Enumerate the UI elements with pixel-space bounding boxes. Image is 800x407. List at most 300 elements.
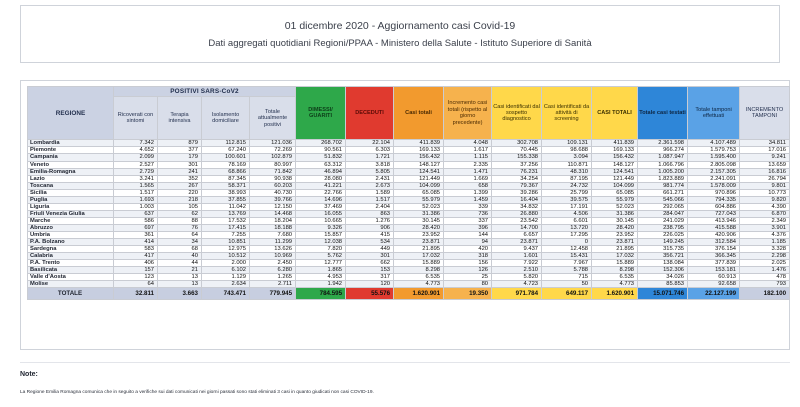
total-row — [28, 288, 790, 300]
report-subtitle: Dati aggregati quotidiani Regioni/PPAA - Ministero della Salute - Istituto Superiore di Sanità — [208, 38, 592, 49]
value-cell: 102.879 — [250, 154, 296, 161]
total-value-cell: 55.576 — [346, 288, 394, 300]
value-cell: 970.896 — [688, 189, 740, 196]
region-cell: Valle d'Aosta — [28, 274, 114, 281]
value-cell: 121.036 — [250, 140, 296, 147]
total-label: TOTALE — [28, 288, 114, 300]
value-cell: 318 — [444, 253, 492, 260]
region-cell: P.A. Trento — [28, 260, 114, 267]
total-value-cell: 15.071.746 — [638, 288, 688, 300]
value-cell: 14.468 — [250, 210, 296, 217]
value-cell: 16.055 — [296, 210, 346, 217]
value-cell: 2.241.091 — [688, 175, 740, 182]
value-cell: 17.191 — [542, 203, 592, 210]
value-cell: 411.839 — [394, 140, 444, 147]
value-cell: 2.099 — [114, 154, 158, 161]
value-cell: 302.708 — [492, 140, 542, 147]
value-cell: 238.795 — [638, 224, 688, 231]
value-cell: 98.688 — [542, 147, 592, 154]
value-cell: 23.952 — [394, 231, 444, 238]
value-cell: 2.510 — [492, 267, 542, 274]
value-cell: 37.256 — [492, 161, 542, 168]
value-cell: 6.870 — [740, 210, 790, 217]
total-value-cell: 1.620.901 — [592, 288, 638, 300]
value-cell: 2.673 — [346, 182, 394, 189]
value-cell: 292.065 — [638, 203, 688, 210]
value-cell: 6.657 — [492, 231, 542, 238]
value-cell: 3.818 — [346, 161, 394, 168]
value-cell: 414 — [114, 239, 158, 246]
value-cell: 10.512 — [202, 253, 250, 260]
total-value-cell: 182.100 — [740, 288, 790, 300]
value-cell: 9.801 — [740, 182, 790, 189]
value-cell: 267 — [158, 182, 202, 189]
value-cell: 169.133 — [592, 147, 638, 154]
value-cell: 4.506 — [542, 210, 592, 217]
region-cell: Calabria — [28, 253, 114, 260]
value-cell: 51.832 — [296, 154, 346, 161]
value-cell: 13.769 — [202, 210, 250, 217]
region-cell: Lombardia — [28, 140, 114, 147]
value-cell: 1.617 — [444, 147, 492, 154]
value-cell: 105 — [158, 203, 202, 210]
value-cell: 417 — [114, 253, 158, 260]
total-value-cell: 1.620.901 — [394, 288, 444, 300]
table-row — [28, 239, 790, 246]
header-positivi-group: POSITIVI SARS-CoV2 — [114, 87, 296, 97]
value-cell: 2.450 — [250, 260, 296, 267]
value-cell: 18.204 — [250, 217, 296, 224]
region-cell: P.A. Bolzano — [28, 239, 114, 246]
value-cell: 34.832 — [492, 203, 542, 210]
value-cell: 218 — [158, 196, 202, 203]
value-cell: 6.303 — [346, 147, 394, 154]
value-cell: 1.721 — [346, 154, 394, 161]
value-cell: 1.942 — [296, 281, 346, 288]
value-cell: 37.855 — [202, 196, 250, 203]
value-cell: 23.871 — [492, 239, 542, 246]
value-cell: 120 — [346, 281, 394, 288]
report-title-box — [20, 5, 780, 63]
value-cell: 13.659 — [740, 161, 790, 168]
value-cell: 356.721 — [638, 253, 688, 260]
value-cell: 21.895 — [394, 246, 444, 253]
value-cell: 14.700 — [492, 224, 542, 231]
value-cell: 38.993 — [202, 189, 250, 196]
value-cell: 284.047 — [638, 210, 688, 217]
value-cell: 21 — [158, 267, 202, 274]
value-cell: 420.906 — [688, 231, 740, 238]
value-cell: 30.145 — [592, 217, 638, 224]
value-cell: 64 — [114, 281, 158, 288]
region-cell: Marche — [28, 217, 114, 224]
value-cell: 88 — [158, 217, 202, 224]
notes-text: La Regione Emilia Romagna comunica che in seguito a verifiche sui dati comunicati nei giorni passati sono stati eliminati 3 casi in quanto giudicati non casi COVID-19. — [20, 390, 374, 395]
table-row — [28, 267, 790, 274]
region-cell: Basilicata — [28, 267, 114, 274]
value-cell: 662 — [346, 260, 394, 267]
value-cell: 2.711 — [250, 281, 296, 288]
value-cell: 3.328 — [740, 246, 790, 253]
table-row — [28, 161, 790, 168]
value-cell: 153 — [346, 267, 394, 274]
value-cell: 34 — [158, 239, 202, 246]
value-cell: 90.938 — [250, 175, 296, 182]
value-cell: 6.535 — [394, 274, 444, 281]
value-cell: 124.541 — [394, 168, 444, 175]
value-cell: 2.634 — [202, 281, 250, 288]
value-cell: 793 — [740, 281, 790, 288]
value-cell: 14.696 — [296, 196, 346, 203]
value-cell: 104.099 — [394, 182, 444, 189]
value-cell: 71.842 — [250, 168, 296, 175]
value-cell: 11.042 — [202, 203, 250, 210]
value-cell: 148.127 — [394, 161, 444, 168]
table-row — [28, 210, 790, 217]
region-cell: Abruzzo — [28, 224, 114, 231]
value-cell: 0 — [542, 239, 592, 246]
value-cell: 1.517 — [346, 196, 394, 203]
value-cell: 121.449 — [592, 175, 638, 182]
value-cell: 23.871 — [592, 239, 638, 246]
header-casi-screening: Casi identificati da attività di screening — [542, 87, 592, 140]
value-cell: 21.895 — [592, 246, 638, 253]
value-cell: 2.335 — [444, 161, 492, 168]
value-cell: 44 — [158, 260, 202, 267]
table-row — [28, 154, 790, 161]
value-cell: 1.565 — [114, 182, 158, 189]
value-cell: 156.432 — [394, 154, 444, 161]
value-cell: 22.104 — [346, 140, 394, 147]
value-cell: 1.517 — [114, 189, 158, 196]
table-row — [28, 253, 790, 260]
value-cell: 138.084 — [638, 260, 688, 267]
value-cell: 1.087.947 — [638, 154, 688, 161]
total-value-cell: 779.945 — [250, 288, 296, 300]
value-cell: 377.839 — [688, 260, 740, 267]
value-cell: 1.459 — [444, 196, 492, 203]
region-cell: Friuli Venezia Giulia — [28, 210, 114, 217]
value-cell: 70.445 — [492, 147, 542, 154]
value-cell: 41.221 — [296, 182, 346, 189]
value-cell: 94 — [444, 239, 492, 246]
value-cell: 586 — [114, 217, 158, 224]
value-cell: 40 — [158, 253, 202, 260]
value-cell: 112.815 — [202, 140, 250, 147]
value-cell: 1.399 — [444, 189, 492, 196]
value-cell: 34.026 — [638, 274, 688, 281]
value-cell: 12.150 — [250, 203, 296, 210]
header-terapia-intensiva: Terapia intensiva — [158, 97, 202, 140]
value-cell: 396 — [444, 224, 492, 231]
value-cell: 5.805 — [346, 168, 394, 175]
header-casi-sospetto: Casi identificati dal sospetto diagnostico — [492, 87, 542, 140]
value-cell: 4.390 — [740, 203, 790, 210]
value-cell: 17.295 — [542, 231, 592, 238]
value-cell: 3.094 — [542, 154, 592, 161]
value-cell: 1.265 — [250, 274, 296, 281]
value-cell: 123 — [114, 274, 158, 281]
value-cell: 301 — [346, 253, 394, 260]
value-cell: 1.185 — [740, 239, 790, 246]
value-cell: 7.922 — [492, 260, 542, 267]
value-cell: 26.794 — [740, 175, 790, 182]
table-row — [28, 182, 790, 189]
value-cell: 13.626 — [250, 246, 296, 253]
table-row — [28, 196, 790, 203]
value-cell: 60.203 — [250, 182, 296, 189]
value-cell: 966.274 — [638, 147, 688, 154]
value-cell: 10.773 — [740, 189, 790, 196]
value-cell: 337 — [444, 217, 492, 224]
value-cell: 879 — [158, 140, 202, 147]
value-cell: 22.766 — [296, 189, 346, 196]
value-cell: 31.386 — [394, 210, 444, 217]
value-cell: 60.913 — [688, 274, 740, 281]
value-cell: 63.312 — [296, 161, 346, 168]
value-cell: 9.326 — [296, 224, 346, 231]
header-isolamento: Isolamento domiciliare — [202, 97, 250, 140]
total-value-cell: 743.471 — [202, 288, 250, 300]
value-cell: 100.601 — [202, 154, 250, 161]
value-cell: 28.420 — [394, 224, 444, 231]
table-body — [28, 140, 790, 300]
value-cell: 39.286 — [492, 189, 542, 196]
value-cell: 10.851 — [202, 239, 250, 246]
value-cell: 339 — [444, 203, 492, 210]
value-cell: 301 — [158, 161, 202, 168]
value-cell: 241 — [158, 168, 202, 175]
value-cell: 12.458 — [542, 246, 592, 253]
value-cell: 12.975 — [202, 246, 250, 253]
value-cell: 366.345 — [688, 253, 740, 260]
value-cell: 1.003 — [114, 203, 158, 210]
header-ricoverati: Ricoverati con sintomi — [114, 97, 158, 140]
value-cell: 1.693 — [114, 196, 158, 203]
value-cell: 794.335 — [688, 196, 740, 203]
value-cell: 2.000 — [202, 260, 250, 267]
value-cell: 1.276 — [346, 217, 394, 224]
value-cell: 34.254 — [492, 175, 542, 182]
value-cell: 10.969 — [250, 253, 296, 260]
value-cell: 48.310 — [542, 168, 592, 175]
region-cell: Molise — [28, 281, 114, 288]
value-cell: 26.880 — [492, 210, 542, 217]
value-cell: 376.154 — [688, 246, 740, 253]
header-totale-positivi: Totale attualmente positivi — [250, 97, 296, 140]
region-cell: Puglia — [28, 196, 114, 203]
value-cell: 17.016 — [740, 147, 790, 154]
table-row — [28, 140, 790, 147]
table-row — [28, 231, 790, 238]
value-cell: 7.342 — [114, 140, 158, 147]
value-cell: 144 — [444, 231, 492, 238]
region-cell: Lazio — [28, 175, 114, 182]
value-cell: 17.032 — [592, 253, 638, 260]
value-cell: 658 — [444, 182, 492, 189]
value-cell: 3.241 — [114, 175, 158, 182]
value-cell: 149.245 — [638, 239, 688, 246]
value-cell: 52.023 — [592, 203, 638, 210]
value-cell: 981.774 — [638, 182, 688, 189]
value-cell: 34.811 — [740, 140, 790, 147]
value-cell: 25.799 — [542, 189, 592, 196]
value-cell: 545.066 — [638, 196, 688, 203]
region-cell: Campania — [28, 154, 114, 161]
value-cell: 411.839 — [592, 140, 638, 147]
value-cell: 78.169 — [202, 161, 250, 168]
value-cell: 10.665 — [296, 217, 346, 224]
total-value-cell: 971.784 — [492, 288, 542, 300]
total-value-cell: 3.663 — [158, 288, 202, 300]
value-cell: 23.542 — [492, 217, 542, 224]
value-cell: 31.386 — [592, 210, 638, 217]
value-cell: 126 — [444, 267, 492, 274]
value-cell: 18.188 — [250, 224, 296, 231]
value-cell: 413.946 — [688, 217, 740, 224]
value-cell: 156.432 — [592, 154, 638, 161]
value-cell: 415.588 — [688, 224, 740, 231]
value-cell: 9.241 — [740, 154, 790, 161]
value-cell: 55.979 — [394, 196, 444, 203]
header-dimessi-guariti: DIMESSI/ GUARITI — [296, 87, 346, 140]
value-cell: 28.420 — [592, 224, 638, 231]
value-cell: 80.997 — [250, 161, 296, 168]
value-cell: 415 — [346, 231, 394, 238]
value-cell: 1.129 — [202, 274, 250, 281]
value-cell: 67.240 — [202, 147, 250, 154]
table-row — [28, 203, 790, 210]
value-cell: 1.865 — [296, 267, 346, 274]
value-cell: 1.578.009 — [688, 182, 740, 189]
value-cell: 148.127 — [592, 161, 638, 168]
value-cell: 13.720 — [542, 224, 592, 231]
value-cell: 12.038 — [296, 239, 346, 246]
total-value-cell: 32.811 — [114, 288, 158, 300]
value-cell: 15.857 — [296, 231, 346, 238]
value-cell: 4.376 — [740, 231, 790, 238]
total-value-cell: 784.595 — [296, 288, 346, 300]
value-cell: 39.766 — [250, 196, 296, 203]
value-cell: 4.723 — [492, 281, 542, 288]
value-cell: 478 — [740, 274, 790, 281]
value-cell: 661.271 — [638, 189, 688, 196]
value-cell: 317 — [346, 274, 394, 281]
value-cell: 23.871 — [394, 239, 444, 246]
value-cell: 24.732 — [542, 182, 592, 189]
value-cell: 50 — [542, 281, 592, 288]
value-cell: 92.658 — [688, 281, 740, 288]
value-cell: 241.029 — [638, 217, 688, 224]
header-casi-totali-2: CASI TOTALI — [592, 87, 638, 140]
value-cell: 30.145 — [394, 217, 444, 224]
value-cell: 361 — [114, 231, 158, 238]
value-cell: 226.025 — [638, 231, 688, 238]
header-totale-casi-testati: Totale casi testati — [638, 87, 688, 140]
header-incremento-casi: Incremento casi totali (rispetto al giorno precedente) — [444, 87, 492, 140]
value-cell: 152.306 — [638, 267, 688, 274]
header-incremento-tamponi: INCREMENTO TAMPONI — [740, 87, 790, 140]
value-cell: 637 — [114, 210, 158, 217]
header-totale-tamponi: Totale tamponi effettuati — [688, 87, 740, 140]
covid-data-table — [27, 86, 790, 300]
table-row — [28, 224, 790, 231]
value-cell: 156 — [444, 260, 492, 267]
value-cell: 8.298 — [394, 267, 444, 274]
header-casi-totali: Casi totali — [394, 87, 444, 140]
report-title: 01 dicembre 2020 - Aggiornamento casi Covid-19 — [284, 20, 516, 32]
value-cell: 2.298 — [740, 253, 790, 260]
table-row — [28, 260, 790, 267]
value-cell: 583 — [114, 246, 158, 253]
value-cell: 16.404 — [492, 196, 542, 203]
value-cell: 17.415 — [202, 224, 250, 231]
value-cell: 3.901 — [740, 224, 790, 231]
value-cell: 28.080 — [296, 175, 346, 182]
value-cell: 6.280 — [250, 267, 296, 274]
value-cell: 46.894 — [296, 168, 346, 175]
region-cell: Liguria — [28, 203, 114, 210]
value-cell: 315.735 — [638, 246, 688, 253]
value-cell: 11.299 — [250, 239, 296, 246]
value-cell: 155.338 — [492, 154, 542, 161]
table-row — [28, 175, 790, 182]
value-cell: 80 — [444, 281, 492, 288]
value-cell: 604.886 — [688, 203, 740, 210]
region-cell: Umbria — [28, 231, 114, 238]
value-cell: 7.255 — [202, 231, 250, 238]
value-cell: 2.527 — [114, 161, 158, 168]
value-cell: 62 — [158, 210, 202, 217]
value-cell: 15.889 — [394, 260, 444, 267]
value-cell: 2.361.598 — [638, 140, 688, 147]
value-cell: 4.048 — [444, 140, 492, 147]
value-cell: 79.367 — [492, 182, 542, 189]
value-cell: 736 — [444, 210, 492, 217]
region-cell: Sicilia — [28, 189, 114, 196]
value-cell: 2.349 — [740, 217, 790, 224]
value-cell: 39.575 — [542, 196, 592, 203]
value-cell: 153.181 — [688, 267, 740, 274]
header-deceduti: DECEDUTI — [346, 87, 394, 140]
value-cell: 121.449 — [394, 175, 444, 182]
value-cell: 72.269 — [250, 147, 296, 154]
value-cell: 12.777 — [296, 260, 346, 267]
table-row — [28, 168, 790, 175]
value-cell: 4.773 — [394, 281, 444, 288]
value-cell: 1.066.796 — [638, 161, 688, 168]
value-cell: 352 — [158, 175, 202, 182]
value-cell: 1.589 — [346, 189, 394, 196]
value-cell: 1.823.889 — [638, 175, 688, 182]
value-cell: 68.866 — [202, 168, 250, 175]
value-cell: 13 — [158, 281, 202, 288]
header-regione: REGIONE — [28, 87, 114, 140]
value-cell: 2.404 — [346, 203, 394, 210]
value-cell: 5.788 — [542, 267, 592, 274]
value-cell: 4.773 — [592, 281, 638, 288]
value-cell: 406 — [114, 260, 158, 267]
table-row — [28, 189, 790, 196]
table-row — [28, 281, 790, 288]
value-cell: 109.131 — [542, 140, 592, 147]
value-cell: 1.601 — [492, 253, 542, 260]
value-cell: 37.469 — [296, 203, 346, 210]
value-cell: 2.729 — [114, 168, 158, 175]
data-table-box — [20, 80, 790, 350]
value-cell: 2.157.305 — [688, 168, 740, 175]
value-cell: 1.005.200 — [638, 168, 688, 175]
